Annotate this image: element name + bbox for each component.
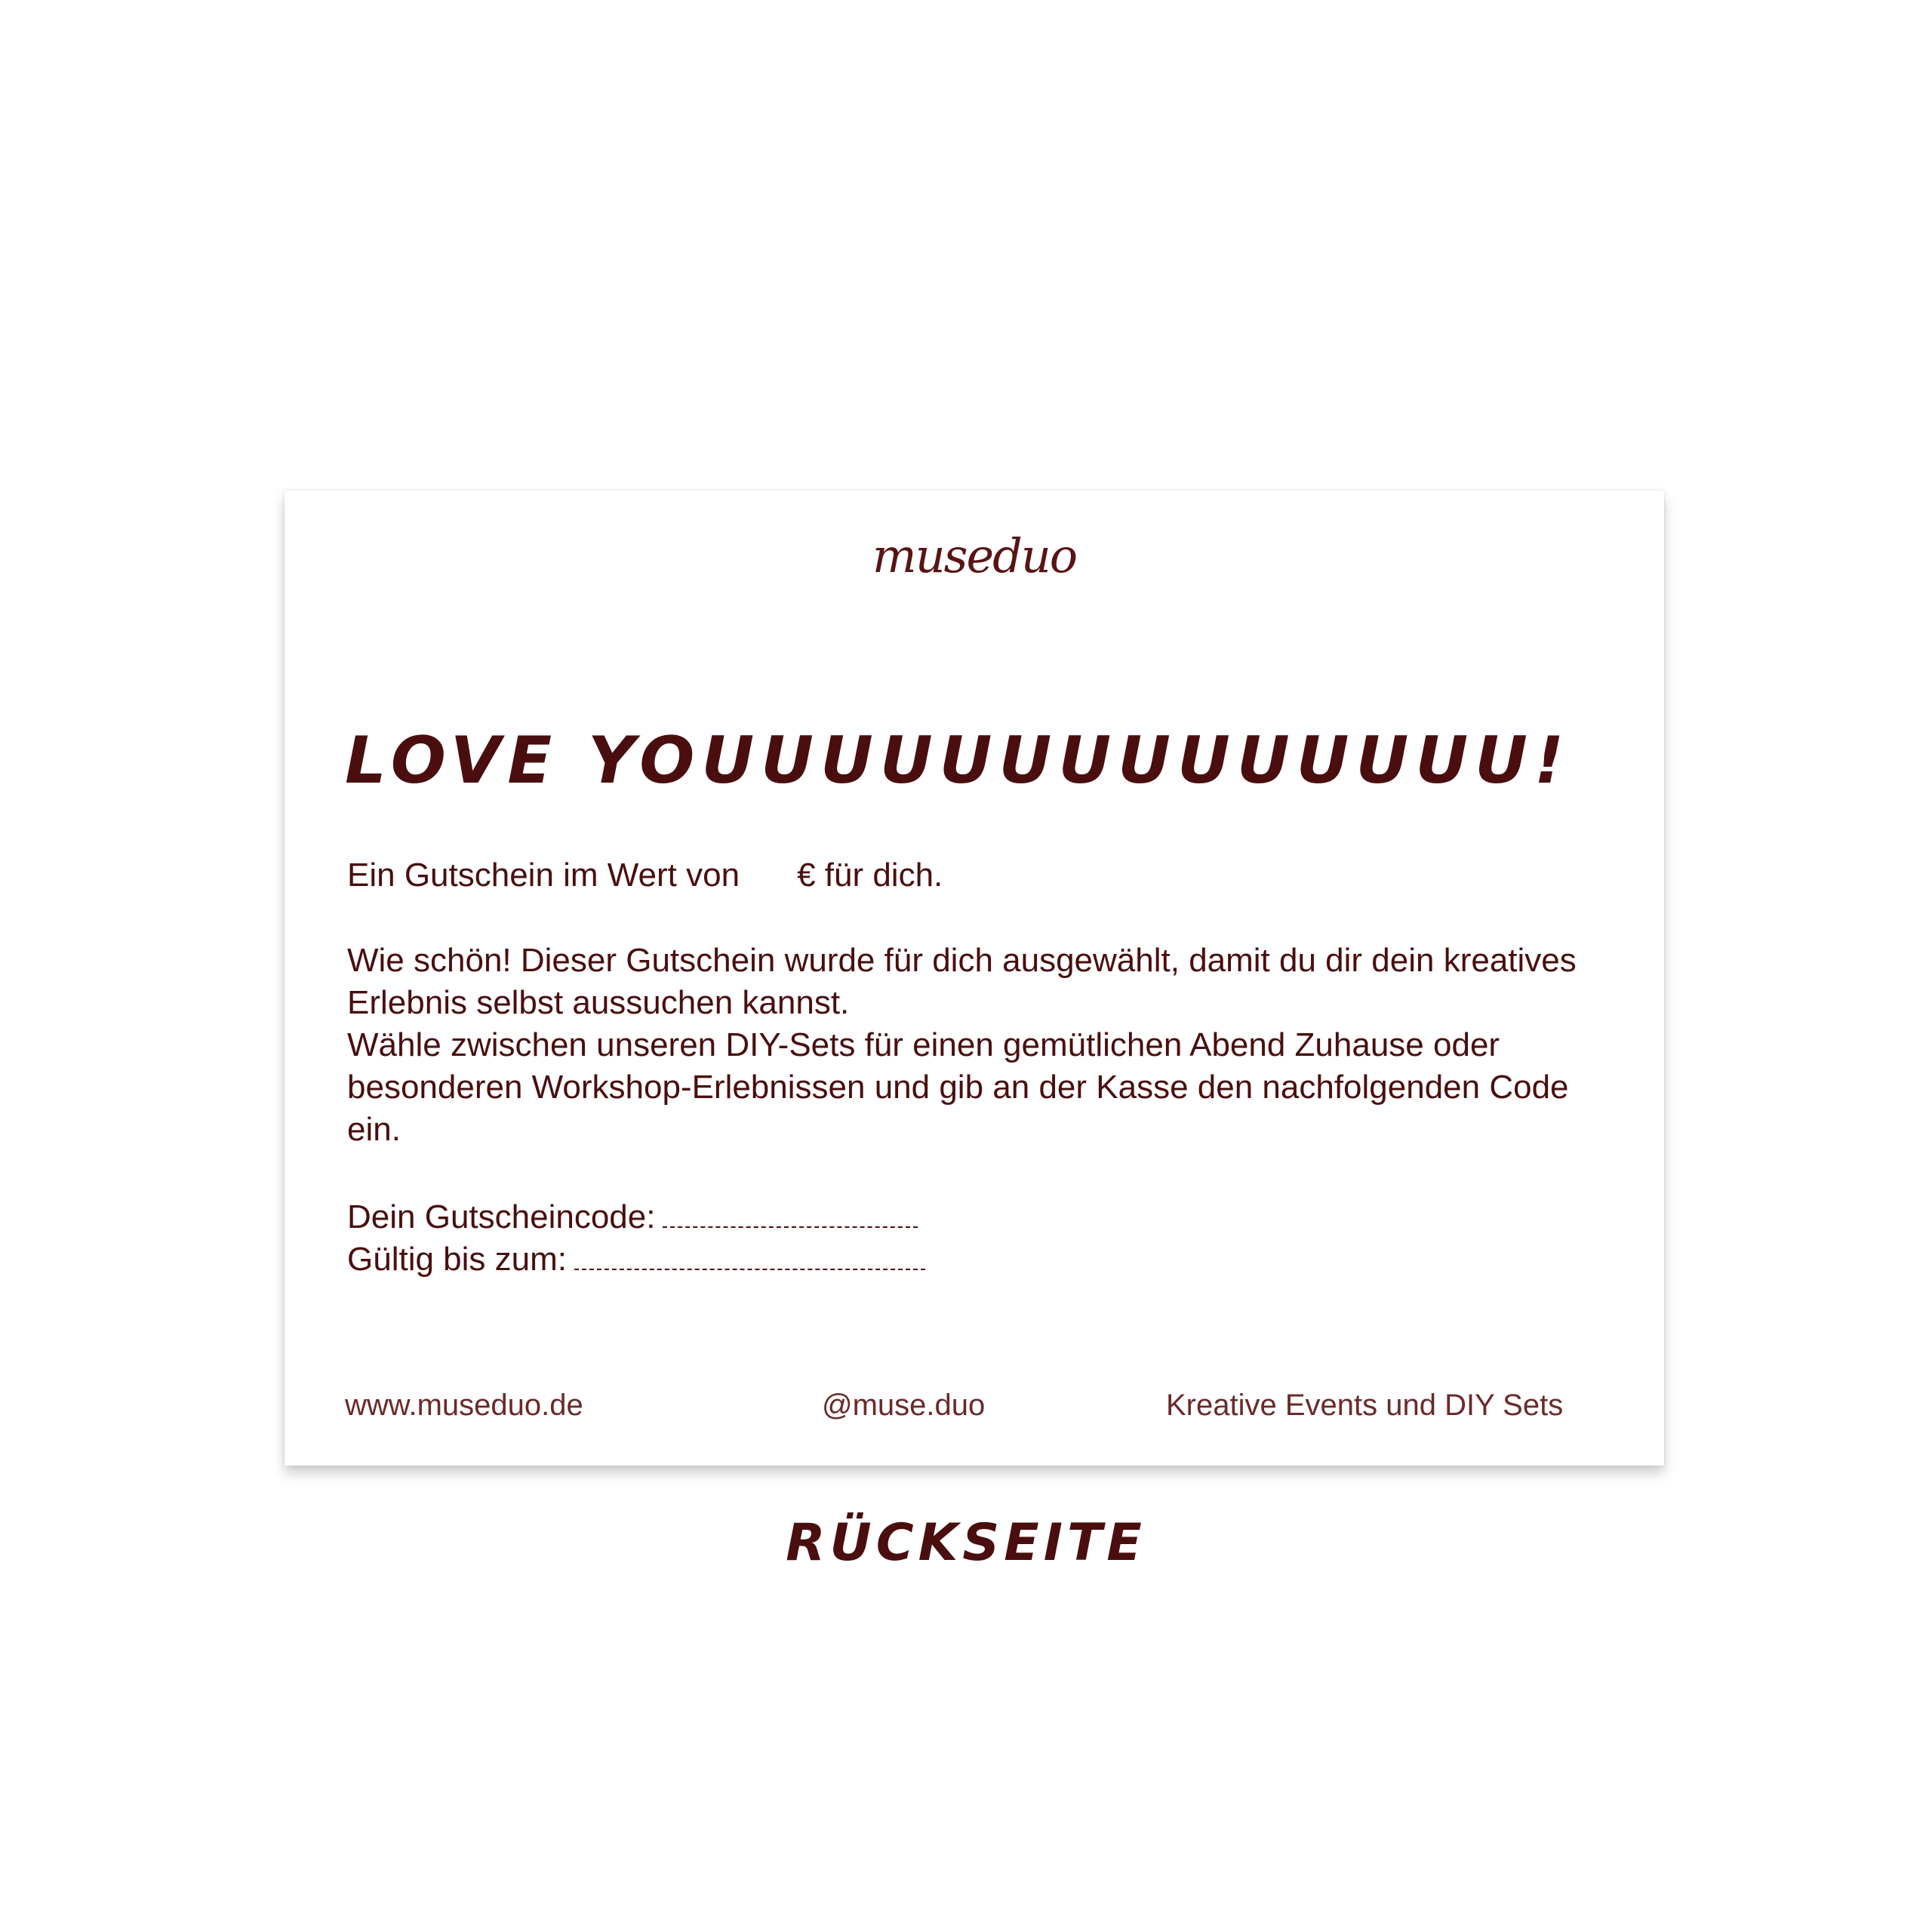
footer-website: www.museduo.de (345, 1389, 583, 1422)
value-prefix: Ein Gutschein im Wert von (347, 857, 740, 894)
footer-tagline: Kreative Events und DIY Sets (1166, 1389, 1564, 1422)
description-paragraph-2: Wähle zwischen unseren DIY-Sets für einen gemütlichen Abend Zuhause oder besonderen Workshop-Erlebnissen und gib an der Kasse den nachfolgenden Code ein. (347, 1026, 1569, 1148)
description-paragraph-1: Wie schön! Dieser Gutschein wurde für dich ausgewählt, damit du dir dein kreatives Erlebnis selbst aussuchen kannst. (347, 942, 1577, 1021)
voucher-description (347, 940, 1623, 1151)
voucher-code-field (347, 1196, 918, 1238)
valid-until-field (347, 1238, 925, 1281)
footer-social-handle: @muse.duo (822, 1389, 986, 1422)
valid-until-blank (574, 1269, 925, 1270)
voucher-value-line (347, 854, 1623, 897)
value-suffix: € für dich. (797, 857, 943, 894)
voucher-code-label: Dein Gutscheincode: (347, 1198, 656, 1235)
brand-logo: museduo (872, 528, 1077, 583)
voucher-code-blank (663, 1226, 918, 1228)
valid-until-label: Gültig bis zum: (347, 1241, 567, 1278)
voucher-headline: LOVE YOUUUUUUUUUUUUUU! (345, 723, 1571, 798)
gift-voucher-card (285, 491, 1664, 1466)
back-side-caption: RÜCKSEITE (786, 1513, 1146, 1573)
